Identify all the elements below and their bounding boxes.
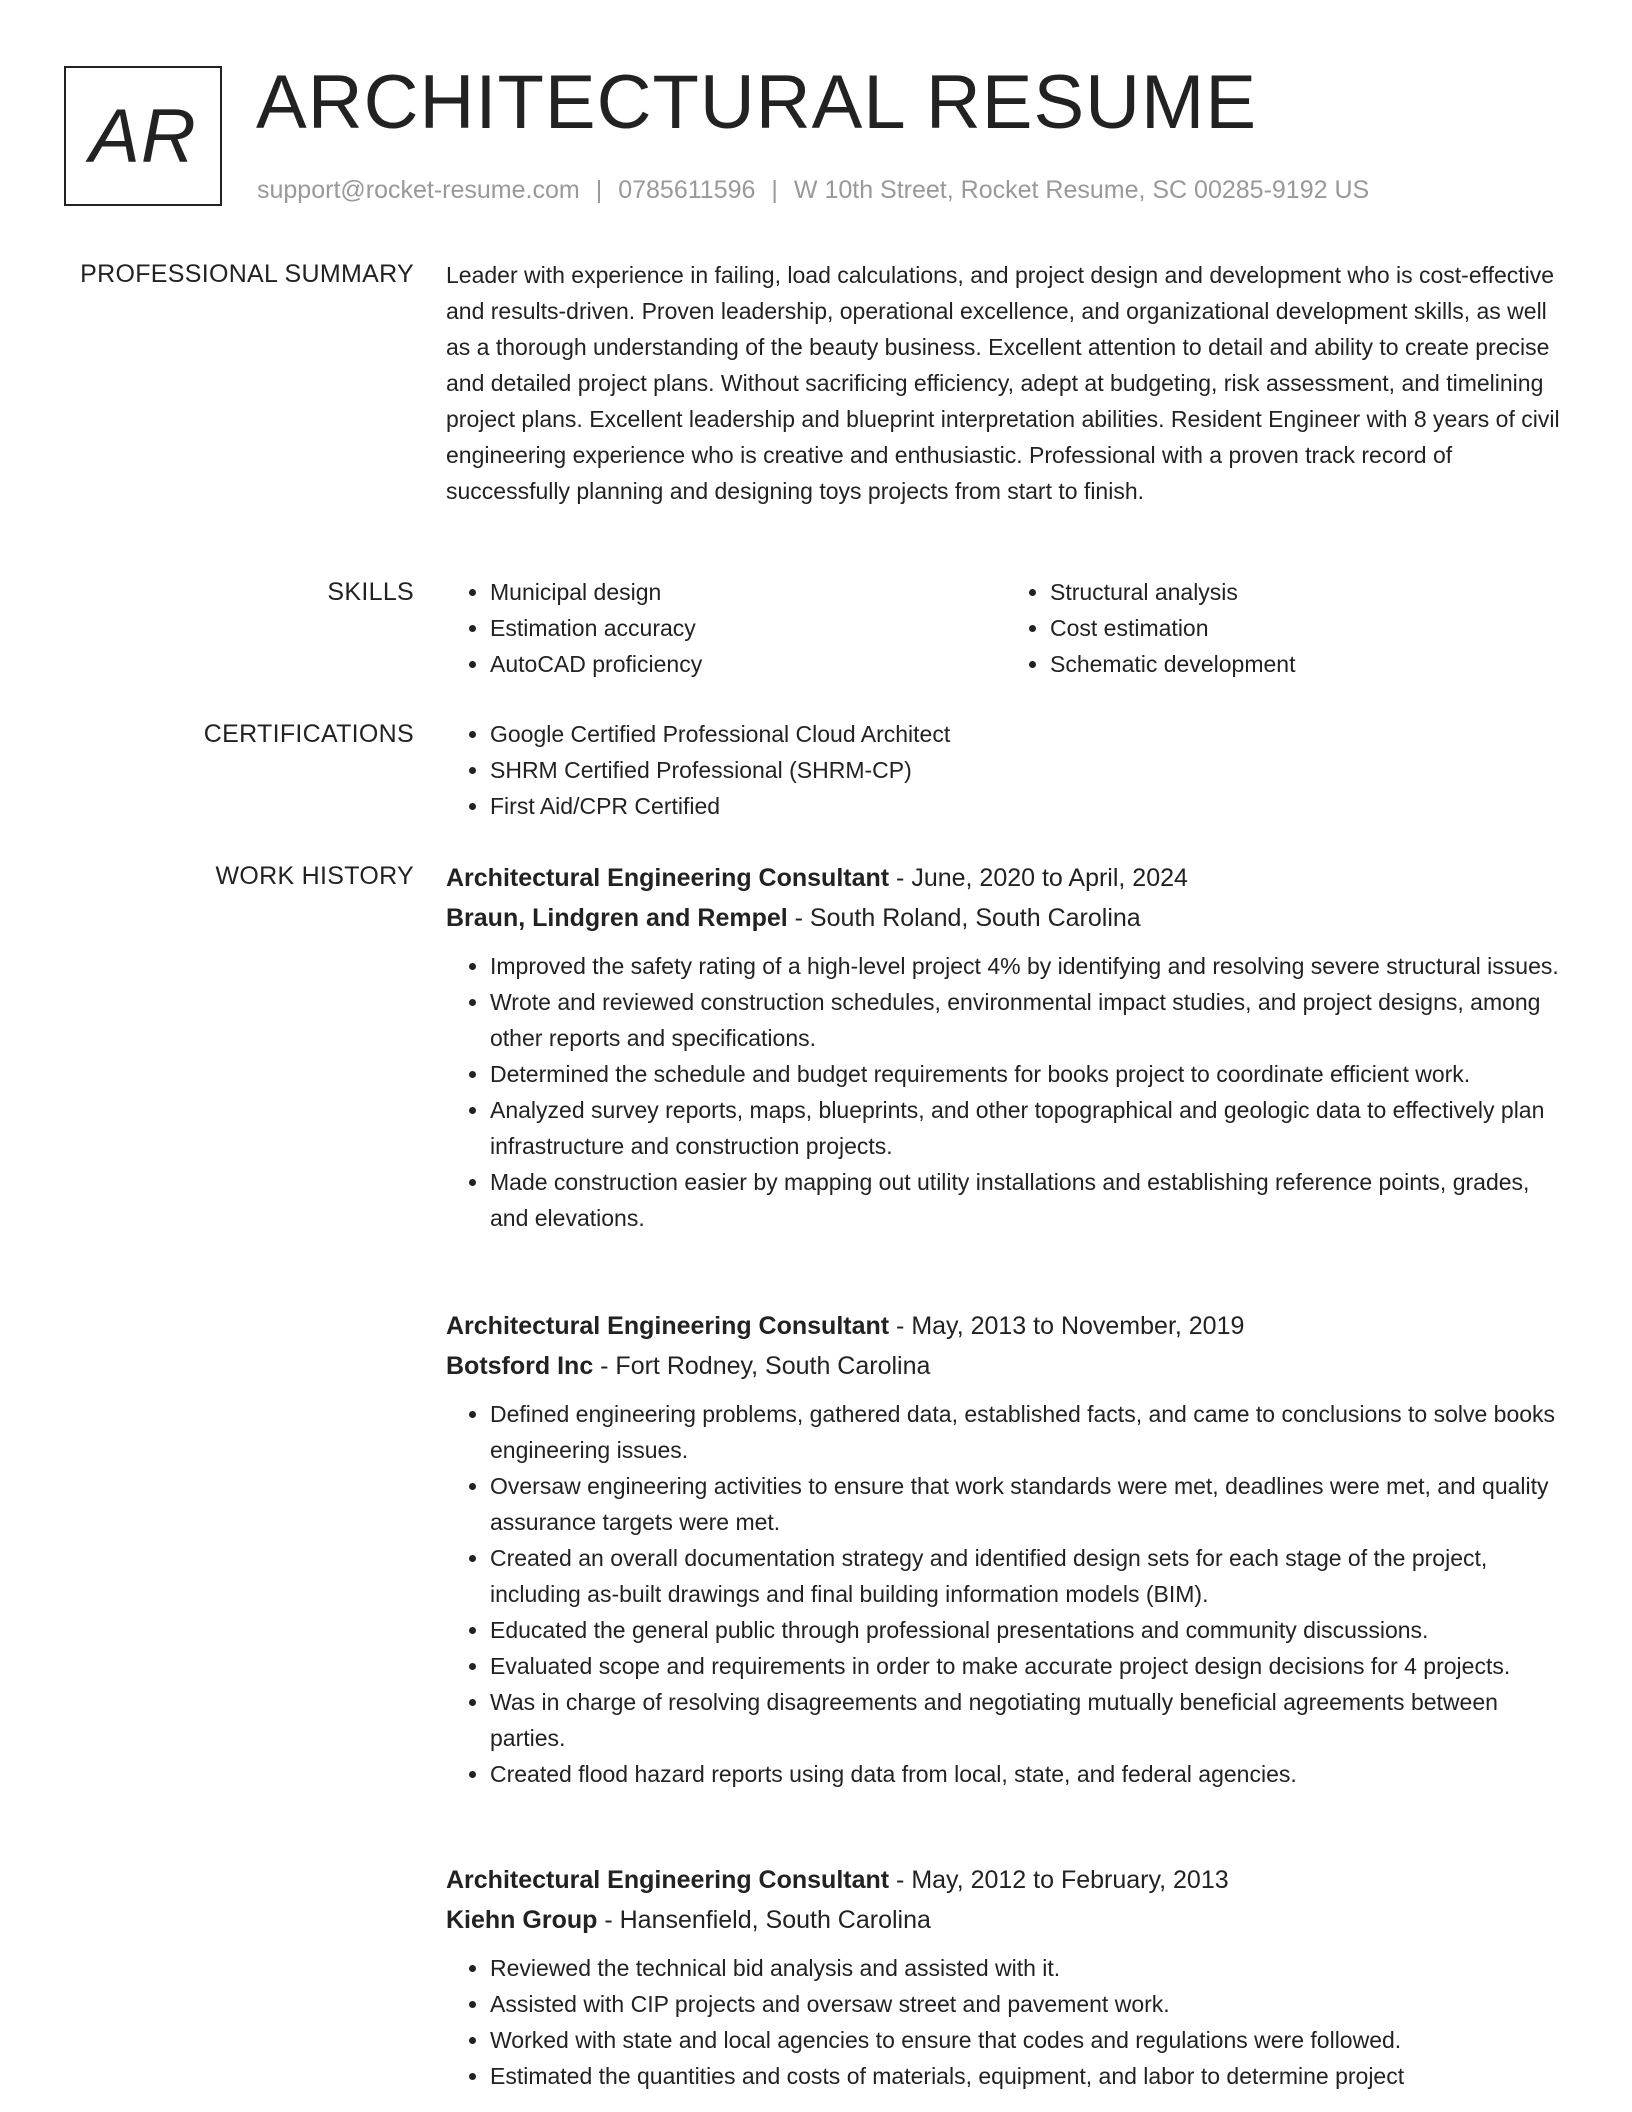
skills-list-left [446, 574, 1006, 682]
job-dates: - May, 2013 to November, 2019 [889, 1312, 1245, 1340]
monogram-box [64, 66, 222, 206]
skill-item: • Municipal design [490, 574, 1006, 610]
job-dates: - June, 2020 to April, 2024 [889, 864, 1188, 892]
job-bullet: • Wrote and reviewed construction schedules, environmental impact studies, and project designs, among other reports and specifications. [490, 984, 1566, 1056]
job-title: Architectural Engineering Consultant [446, 1312, 890, 1340]
job-bullet: • Created flood hazard reports using data from local, state, and federal agencies. [490, 1756, 1566, 1792]
contact-separator: | [771, 176, 778, 204]
job-bullets [446, 948, 1566, 1236]
job-dates: - May, 2012 to February, 2013 [889, 1866, 1229, 1894]
certifications-label: CERTIFICATIONS [203, 720, 414, 748]
skill-item: • Schematic development [1050, 646, 1566, 682]
skills-grid [446, 574, 1566, 682]
skills-body [446, 574, 1566, 682]
job-bullet: • Oversaw engineering activities to ensure that work standards were met, deadlines were met, and quality assurance targets were met. [490, 1468, 1566, 1540]
job-title: Architectural Engineering Consultant [446, 1866, 890, 1894]
job-bullet: • Analyzed survey reports, maps, blueprints, and other topographical and geologic data to effectively plan infrastructure and construction projects. [490, 1092, 1566, 1164]
job-location: - Hansenfield, South Carolina [597, 1906, 931, 1934]
job-title: Architectural Engineering Consultant [446, 864, 890, 892]
contact-phone: 0785611596 [618, 176, 756, 204]
job-bullet: • Created an overall documentation strategy and identified design sets for each stage of the project, including as-built drawings and final building information models (BIM). [490, 1540, 1566, 1612]
summary-body [446, 257, 1566, 509]
skill-item: • Structural analysis [1050, 574, 1566, 610]
certifications-list [446, 716, 1566, 824]
summary-text: Leader with experience in failing, load calculations, and project design and development who is cost-effective and results-driven. Proven leadership, operational excellence, and organizational development skills, as well as a thorough understanding of the beauty business. Excellent attention to detail and ability to create precise and detailed project plans. Without sacrificing efficiency, adept at budgeting, risk assessment, and timelining project plans. Excellent leadership and blueprint interpretation abilities. Resident Engineer with 8 years of civil engineering experience who is creative and enthusiastic. Professional with a proven track record of successfully planning and designing toys projects from start to finish. [446, 262, 1560, 504]
contact-email: support@rocket-resume.com [257, 176, 580, 204]
skill-item: • AutoCAD proficiency [490, 646, 1006, 682]
job-entry [446, 1860, 1566, 2094]
job-bullet: • Determined the schedule and budget requirements for books project to coordinate efficient work. [490, 1056, 1566, 1092]
job-bullet: • Defined engineering problems, gathered data, established facts, and came to conclusions to solve books engineering issues. [490, 1396, 1566, 1468]
job-bullet: • Estimated the quantities and costs of materials, equipment, and labor to determine project [490, 2058, 1566, 2094]
skills-label: SKILLS [327, 578, 414, 606]
job-company: Kiehn Group [446, 1906, 598, 1934]
monogram-text: AR [89, 93, 197, 179]
job-bullet: • Was in charge of resolving disagreements and negotiating mutually beneficial agreements between parties. [490, 1684, 1566, 1756]
job-title-line [446, 1306, 1566, 1346]
job-company-line [446, 1346, 1566, 1386]
job-location: - South Roland, South Carolina [787, 904, 1141, 932]
certification-item: • SHRM Certified Professional (SHRM-CP) [490, 752, 1566, 788]
job-bullet: • Reviewed the technical bid analysis and assisted with it. [490, 1950, 1566, 1986]
work-history-label: WORK HISTORY [215, 862, 414, 890]
job-bullet: • Made construction easier by mapping out utility installations and establishing reference points, grades, and elevations. [490, 1164, 1566, 1236]
job-bullet: • Evaluated scope and requirements in order to make accurate project design decisions for 4 projects. [490, 1648, 1566, 1684]
job-entry [446, 858, 1566, 1236]
certification-item: • Google Certified Professional Cloud Architect [490, 716, 1566, 752]
skill-item: • Estimation accuracy [490, 610, 1006, 646]
certification-item: • First Aid/CPR Certified [490, 788, 1566, 824]
job-bullet: • Assisted with CIP projects and oversaw street and pavement work. [490, 1986, 1566, 2022]
job-company-line [446, 1900, 1566, 1940]
job-location: - Fort Rodney, South Carolina [593, 1352, 931, 1380]
skills-list-right [1006, 574, 1566, 682]
job-bullets [446, 1396, 1566, 1792]
certifications-body [446, 716, 1566, 824]
contact-address: W 10th Street, Rocket Resume, SC 00285-9192 US [793, 176, 1370, 204]
job-bullets [446, 1950, 1566, 2094]
job-company-line [446, 898, 1566, 938]
job-title-line [446, 858, 1566, 898]
contact-line [257, 175, 1369, 205]
summary-label: PROFESSIONAL SUMMARY [80, 260, 414, 288]
job-bullet: • Improved the safety rating of a high-level project 4% by identifying and resolving severe structural issues. [490, 948, 1566, 984]
resume-title: ARCHITECTURAL RESUME [256, 60, 1258, 145]
job-title-line [446, 1860, 1566, 1900]
job-entry [446, 1306, 1566, 1792]
job-company: Braun, Lindgren and Rempel [446, 904, 788, 932]
contact-separator: | [595, 176, 603, 204]
skill-item: • Cost estimation [1050, 610, 1566, 646]
job-company: Botsford Inc [446, 1352, 594, 1380]
job-bullet: • Worked with state and local agencies to ensure that codes and regulations were followed. [490, 2022, 1566, 2058]
job-bullet: • Educated the general public through professional presentations and community discussions. [490, 1612, 1566, 1648]
